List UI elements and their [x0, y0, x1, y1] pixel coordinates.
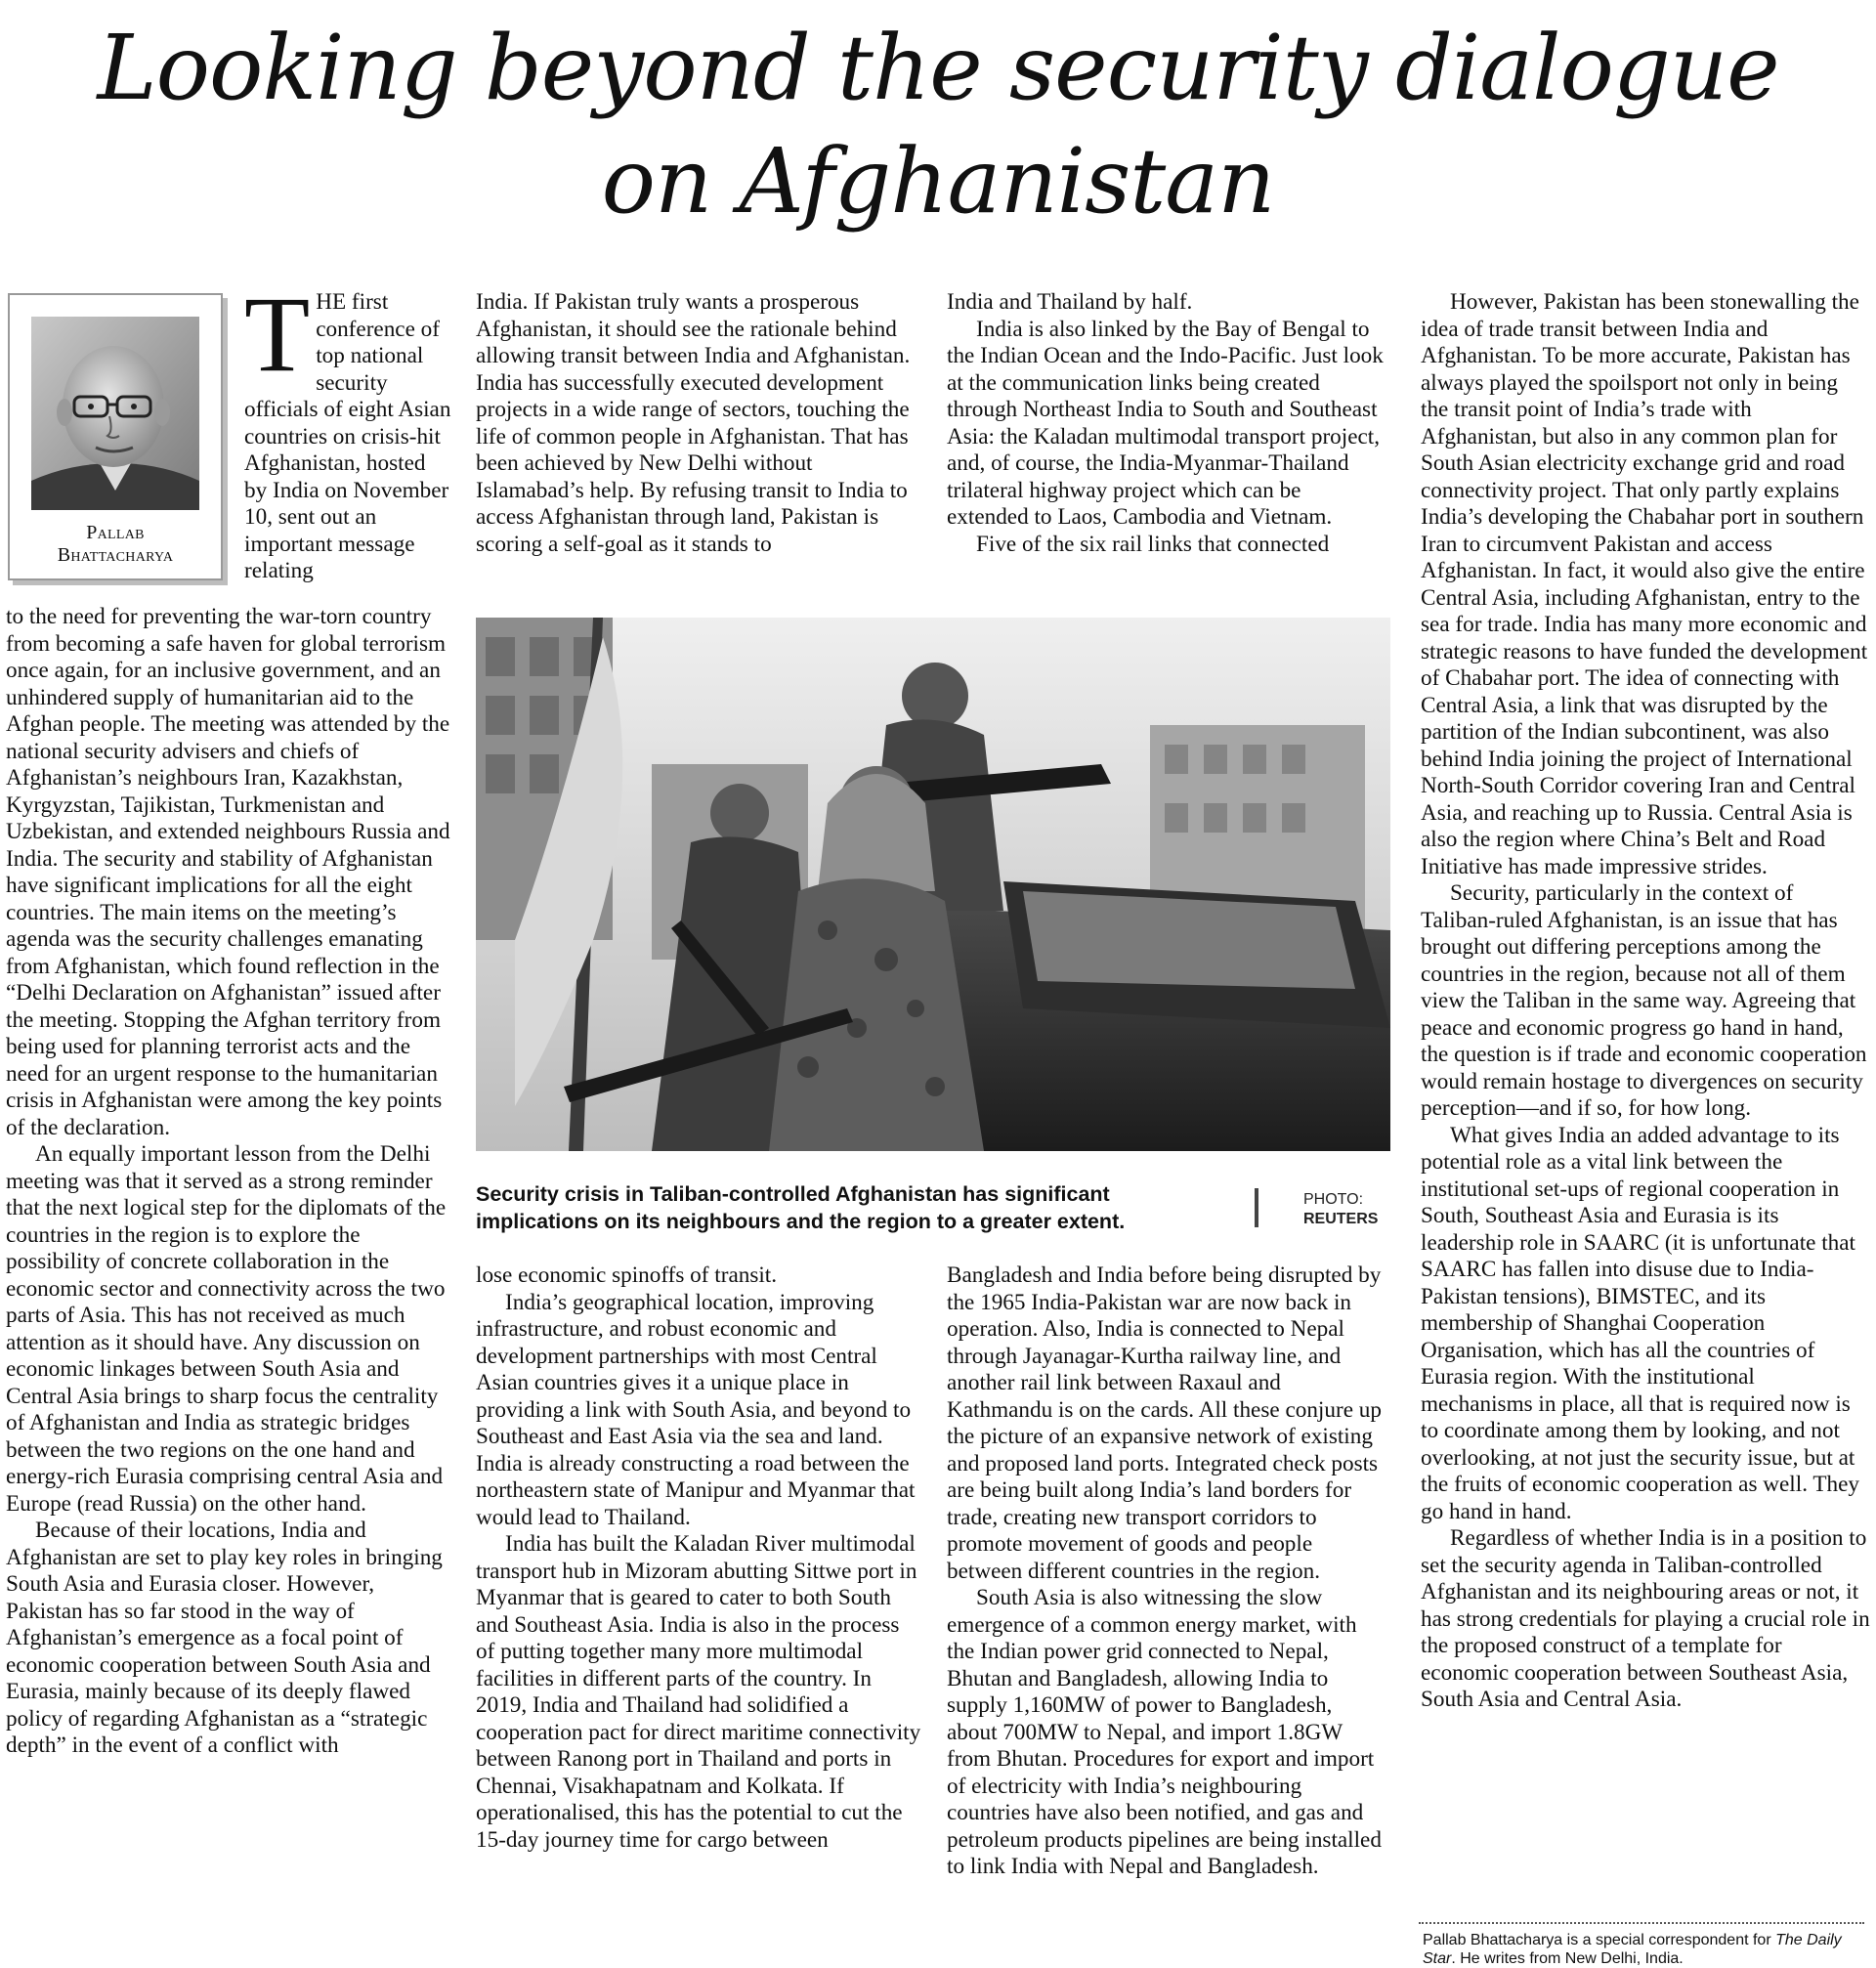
paragraph: An equally important lesson from the Delhi meeting was that it served as a strong reminder that the next logical step for the diplomats of the countries in the region is to explore the possibility of concrete collaboration in the economic sector and connectivity across the two parts of Asia. This has not received as much attention as it should have. Any discussion on economic linkages between South Asia and Central Asia brings to sharp focus the centrality of Afghanistan and India as strategic bridges between the two regions on the one hand and energy-rich Eurasia comprising central Asia and Europe (read Russia) on the other hand.	[6, 1141, 447, 1517]
author-note-end: . He writes from New Delhi, India.	[1451, 1950, 1684, 1967]
paragraph: India. If Pakistan truly wants a prosperous Afghanistan, it should see the rationale behind allowing transit between India and Afghanistan. India has successfully executed development projects in a wide range of sectors, touching the life of common people in Afghanistan. That has been achieved by New Delhi without Islamabad’s help. By refusing transit to India to access Afghanistan through land, Pakistan is scoring a self-goal as it stands to	[476, 289, 911, 557]
photo-credit-source: REUTERS	[1303, 1211, 1379, 1227]
paragraph: India and Thailand by half.	[947, 289, 1193, 315]
paragraph: Because of their locations, India and Afghanistan are set to play key roles in bringing South Asia and Eurasia closer. However, Pakistan has so far stood in the way of Afghanistan’s emergence as a focal point of economic cooperation between South Asia and Eurasia, mainly because of its deeply flawed policy of regarding Afghanistan as a “strategic depth” in the event of a conflict with	[6, 1518, 443, 1758]
footer-divider	[1419, 1922, 1864, 1924]
paragraph: Five of the six rail links that connected	[976, 531, 1330, 557]
byline-box	[8, 293, 223, 580]
drop-cap: T	[244, 275, 311, 394]
headline	[0, 12, 1876, 238]
paragraph: South Asia is also witnessing the slow emergence of a common energy market, with the Indian power grid connected to Nepal, Bhutan and Bangladesh, allowing India to supply 1,160MW of power to Bangladesh, about 700MW to Nepal, and import 1.8GW from Bhutan. Procedures for export and import of electricity with India’s neighbouring countries have also been notified, and gas and petroleum products pipelines are being installed to link India with Nepal and Bangladesh.	[947, 1585, 1382, 1879]
headline-line-1: Looking beyond the security dialogue	[97, 16, 1779, 120]
column-2-bottom	[476, 1262, 923, 1854]
photo-credit	[1303, 1190, 1401, 1229]
author-note	[1423, 1931, 1872, 1968]
column-1	[6, 604, 453, 1760]
paragraph: Security, particularly in the context of Taliban-ruled Afghanistan, is an issue that has brought out differing perceptions among the countries in the region, because not all of them view the Taliban in the same way. Agreeing that peace and economic progress go hand in hand, the question is if trade and economic cooperation would remain hostage to divergences on security perception—and if so, for how long.	[1421, 880, 1867, 1121]
byline-first-name: Pallab	[86, 522, 145, 543]
news-photo	[476, 618, 1390, 1151]
intro-paragraph-start: HE first conference of top national security officials of eight Asian countries on crisis-hit Afghanistan, hosted by India on November 10, sent out an important message relating	[244, 289, 451, 583]
headline-line-2: on Afghanistan	[601, 129, 1275, 234]
byline-last-name: Bhattacharya	[57, 544, 174, 566]
column-3-top	[947, 289, 1385, 558]
paragraph: India’s geographical location, improving infrastructure, and robust economic and development partnerships with most Central Asian countries gives it a unique place in providing a link with South Asia, and beyond to Southeast and East Asia via the sea and land. India is already constructing a road between the northeastern state of Manipur and Myanmar that would lead to Thailand.	[476, 1289, 916, 1530]
author-portrait	[31, 317, 199, 510]
column-3-bottom	[947, 1262, 1385, 1881]
column-1-intro	[244, 275, 451, 585]
paragraph: Regardless of whether India is in a position to set the security agenda in Taliban-controlled Afghanistan and its neighbouring areas or not, it has strong credentials for playing a crucial role in the proposed construct of a template for economic cooperation between Southeast Asia, South Asia and Central Asia.	[1421, 1525, 1870, 1712]
byline-name	[10, 522, 221, 567]
intro-paragraph-rest: to the need for preventing the war-torn country from becoming a safe haven for global terrorism once again, for an inclusive government, and an unhindered supply of humanitarian aid to the Afghan people. The meeting was attended by the national security advisers and chiefs of Afghanistan’s neighbours Iran, Kazakhstan, Kyrgyzstan, Tajikistan, Turkmenistan and Uzbekistan, and extended neighbours Russia and India. The security and stability of Afghanistan have significant implications for all the eight countries. The main items on the meeting’s agenda was the security challenges emanating from Afghanistan, which found reflection in the “Delhi Declaration on Afghanistan” issued after the meeting. Stopping the Afghan territory from being used for planning terrorist acts and the need for an urgent response to the humanitarian crisis in Afghanistan were among the key points of the declaration.	[6, 604, 450, 1140]
paragraph: lose economic spinoffs of transit.	[476, 1262, 778, 1288]
column-4	[1421, 289, 1870, 1714]
publication-name: The Daily Star	[1423, 1932, 1842, 1967]
photo-credit-label: PHOTO:	[1303, 1191, 1364, 1208]
paragraph: Bangladesh and India before being disrupted by the 1965 India-Pakistan war are now back in operation. Also, India is connected to Nepal through Jayanagar-Kurtha railway line, and another rail link between Raxaul and Kathmandu is on the cards. All these conjure up the picture of an expansive network of existing and proposed land ports. Integrated check posts are being built along India’s land borders for trade, creating new transport corridors to promote movement of goods and people between different countries in the region.	[947, 1262, 1382, 1584]
paragraph: What gives India an added advantage to its potential role as a vital link between the institutional set-ups of regional cooperation in South, Southeast Asia and Eurasia is its leadership role in SAARC (it is unfortunate that SAARC has fallen into disuse due to India-Pakistan tensions), BIMSTEC, and its membership of Shanghai Cooperation Organisation, which has all the countries of Eurasia region. With the institutional mechanisms in place, all that is required now is to coordinate among them by looking, and not overlooking, at not just the security issue, but at the fruits of economic cooperation as well. They go hand in hand.	[1421, 1122, 1860, 1524]
paragraph: However, Pakistan has been stonewalling the idea of trade transit between India and Afghanistan. To be more accurate, Pakistan has always played the spoilsport not only in being the transit point of India’s trade with Afghanistan, but also in any common plan for South Asian electricity exchange grid and road connectivity project. That only partly explains India’s developing the Chabahar port in southern Iran to circumvent Pakistan and access Afghanistan. In fact, it would also give the entire Central Asia, including Afghanistan, entry to the sea for trade. India has many more economic and strategic reasons to have funded the development of Chabahar port. The idea of connecting with Central Asia, a link that was disrupted by the partition of the Indian subcontinent, was also behind India joining the project of International North-South Corridor covering Iran and Central Asia, and reaching up to Russia. Central Asia is also the region where China’s Belt and Road Initiative has made impressive strides.	[1421, 289, 1868, 879]
paragraph: India has built the Kaladan River multimodal transport hub in Mizoram abutting Sittwe port in Myanmar that is geared to cater to both South and Southeast Asia. India is also in the process of putting together many more multimodal facilities in different parts of the country. In 2019, India and Thailand had solidified a cooperation pact for direct maritime connectivity between Ranong port in Thailand and ports in Chennai, Visakhapatnam and Kolkata. If operationalised, this has the potential to cut the 15-day journey time for cargo between	[476, 1531, 921, 1853]
photo-caption: Security crisis in Taliban-controlled Afghanistan has significant implications on its neighbours and the region to a greater extent.	[476, 1182, 1126, 1233]
paragraph: India is also linked by the Bay of Bengal to the Indian Ocean and the Indo-Pacific. Just look at the communication links being created through Northeast India to South and Southeast Asia: the Kaladan multimodal transport project, and, of course, the India-Myanmar-Thailand trilateral highway project which can be extended to Laos, Cambodia and Vietnam.	[947, 316, 1384, 530]
column-2-top	[476, 289, 923, 558]
author-note-text: Pallab Bhattacharya is a special correspondent for	[1423, 1932, 1776, 1948]
caption-divider	[1255, 1188, 1258, 1227]
